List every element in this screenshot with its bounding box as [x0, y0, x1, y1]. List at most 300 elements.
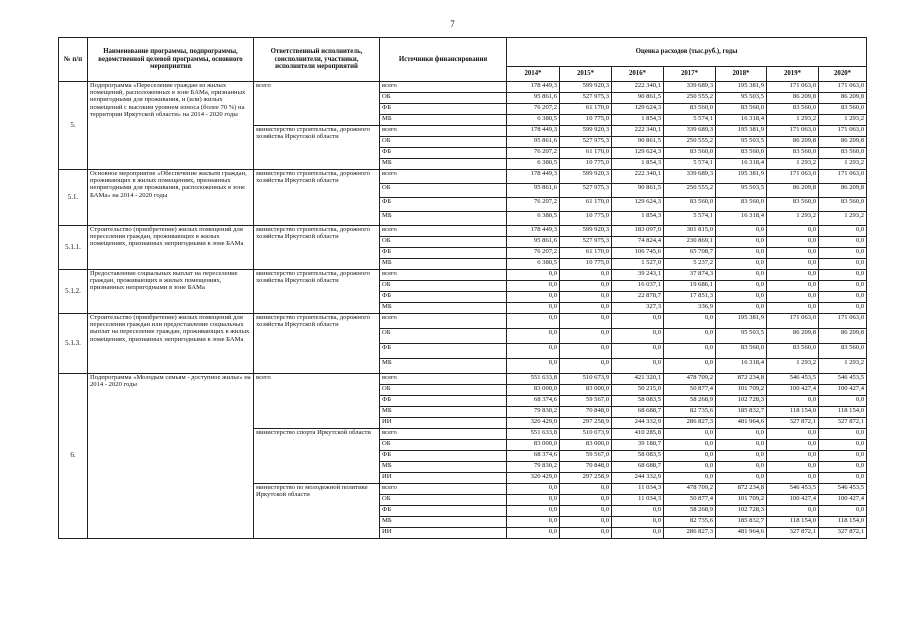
- cost-value: 0,0: [819, 451, 867, 462]
- cost-value: 297 258,9: [560, 473, 612, 484]
- cost-value: 195 381,9: [716, 170, 767, 184]
- cost-value: 1 854,3: [612, 159, 664, 170]
- cost-value: 79 830,2: [507, 462, 560, 473]
- cost-value: 327,3: [612, 303, 664, 314]
- funding-source: ОБ: [380, 281, 507, 292]
- cost-value: 0,0: [664, 429, 716, 440]
- cost-value: 0,0: [612, 314, 664, 329]
- header-source: Источники финансирования: [380, 38, 507, 82]
- cost-value: 0,0: [560, 292, 612, 303]
- cost-value: 0,0: [560, 329, 612, 344]
- cost-value: 86 209,8: [767, 93, 819, 104]
- funding-source: ОБ: [380, 137, 507, 148]
- cost-value: 171 063,0: [767, 82, 819, 93]
- row-number: 6.: [59, 374, 88, 539]
- cost-value: 178 449,3: [507, 170, 560, 184]
- header-year: 2020*: [819, 67, 867, 82]
- cost-value: 102 728,3: [716, 396, 767, 407]
- cost-value: 178 449,3: [507, 126, 560, 137]
- cost-value: 0,0: [507, 292, 560, 303]
- cost-value: 1 293,2: [819, 212, 867, 226]
- cost-value: 16 318,4: [716, 359, 767, 374]
- cost-value: 286 827,3: [664, 418, 716, 429]
- cost-value: 106 745,6: [612, 248, 664, 259]
- cost-value: 10 775,0: [560, 115, 612, 126]
- cost-value: 0,0: [716, 440, 767, 451]
- funding-source: ФБ: [380, 292, 507, 303]
- cost-value: 83 560,0: [664, 198, 716, 212]
- cost-value: 83 000,0: [507, 440, 560, 451]
- cost-value: 1 854,3: [612, 212, 664, 226]
- cost-value: 510 673,9: [560, 374, 612, 385]
- cost-value: 527 975,3: [560, 93, 612, 104]
- cost-value: 82 735,6: [664, 407, 716, 418]
- cost-value: 0,0: [612, 344, 664, 359]
- cost-value: 19 686,1: [664, 281, 716, 292]
- funding-source: ОБ: [380, 237, 507, 248]
- cost-value: 86 209,8: [767, 184, 819, 198]
- funding-source: ФБ: [380, 506, 507, 517]
- cost-value: 339 689,3: [664, 170, 716, 184]
- cost-value: 83 560,0: [716, 104, 767, 115]
- cost-value: 61 170,0: [560, 198, 612, 212]
- cost-value: 0,0: [560, 303, 612, 314]
- cost-value: 16 318,4: [716, 212, 767, 226]
- funding-source: ОБ: [380, 440, 507, 451]
- cost-value: 510 673,9: [560, 429, 612, 440]
- table-row: [59, 270, 867, 281]
- cost-value: 50 877,4: [664, 385, 716, 396]
- responsible-executor: министерство строительства, дорожного хозяйства Иркутской области: [254, 314, 380, 374]
- cost-value: 59 567,0: [560, 396, 612, 407]
- cost-value: 0,0: [819, 473, 867, 484]
- cost-value: 0,0: [819, 270, 867, 281]
- cost-value: 421 320,1: [612, 374, 664, 385]
- cost-value: 16 318,4: [716, 115, 767, 126]
- cost-value: 0,0: [664, 359, 716, 374]
- cost-value: 0,0: [767, 226, 819, 237]
- cost-value: 95 503,5: [716, 329, 767, 344]
- cost-value: 481 964,6: [716, 418, 767, 429]
- header-costs: Оценка расходов (тыс.руб.), годы: [507, 38, 867, 67]
- cost-value: 83 560,0: [767, 198, 819, 212]
- cost-value: 250 555,2: [664, 93, 716, 104]
- cost-value: 0,0: [560, 517, 612, 528]
- cost-value: 0,0: [716, 270, 767, 281]
- cost-value: 171 063,0: [819, 170, 867, 184]
- header-year: 2014*: [507, 67, 560, 82]
- cost-value: 327 872,1: [819, 528, 867, 539]
- cost-value: 16 037,1: [612, 281, 664, 292]
- cost-value: 286 827,3: [664, 528, 716, 539]
- cost-value: 599 920,3: [560, 82, 612, 93]
- row-number: 5.1.: [59, 170, 88, 226]
- program-name: Строительство (приобретение) жилых помещений для переселения граждан или предоставление социальных выплат на переселение граждан, проживающих в жилых помещениях, признанных непригодными в зоне БАМа: [88, 314, 254, 374]
- cost-value: 58 268,9: [664, 506, 716, 517]
- cost-value: 527 975,3: [560, 184, 612, 198]
- cost-value: 83 560,0: [767, 104, 819, 115]
- cost-value: 0,0: [767, 396, 819, 407]
- cost-value: 0,0: [716, 303, 767, 314]
- header-year: 2016*: [612, 67, 664, 82]
- cost-value: 0,0: [716, 451, 767, 462]
- funding-source: МБ: [380, 259, 507, 270]
- cost-value: 10 775,0: [560, 212, 612, 226]
- cost-value: 0,0: [507, 506, 560, 517]
- cost-value: 76 207,2: [507, 198, 560, 212]
- cost-value: 0,0: [819, 396, 867, 407]
- cost-value: 527 975,3: [560, 137, 612, 148]
- cost-value: 0,0: [819, 237, 867, 248]
- funding-source: ФБ: [380, 344, 507, 359]
- cost-value: 0,0: [507, 344, 560, 359]
- cost-value: 327 872,1: [767, 528, 819, 539]
- cost-value: 70 848,0: [560, 407, 612, 418]
- cost-value: 1 854,3: [612, 115, 664, 126]
- cost-value: 83 560,0: [664, 104, 716, 115]
- cost-value: 0,0: [507, 495, 560, 506]
- cost-value: 82 735,6: [664, 517, 716, 528]
- cost-value: 95 503,5: [716, 93, 767, 104]
- cost-value: 478 709,2: [664, 374, 716, 385]
- cost-value: 0,0: [767, 429, 819, 440]
- responsible-executor: министерство строительства, дорожного хозяйства Иркутской области: [254, 270, 380, 314]
- cost-value: 83 560,0: [819, 344, 867, 359]
- cost-value: 86 209,8: [767, 137, 819, 148]
- cost-value: 86 209,8: [767, 329, 819, 344]
- cost-value: 0,0: [767, 237, 819, 248]
- cost-value: 0,0: [767, 270, 819, 281]
- cost-value: 244 332,9: [612, 473, 664, 484]
- cost-value: 1 293,2: [767, 159, 819, 170]
- cost-value: 0,0: [767, 292, 819, 303]
- cost-value: 0,0: [560, 495, 612, 506]
- cost-value: 0,0: [767, 440, 819, 451]
- header-year: 2018*: [716, 67, 767, 82]
- cost-value: 599 920,3: [560, 126, 612, 137]
- cost-value: 327 872,1: [767, 418, 819, 429]
- cost-value: 178 449,3: [507, 226, 560, 237]
- cost-value: 5 574,1: [664, 115, 716, 126]
- cost-value: 100 427,4: [767, 385, 819, 396]
- cost-value: 10 775,0: [560, 159, 612, 170]
- cost-value: 599 920,3: [560, 226, 612, 237]
- cost-value: 83 560,0: [664, 148, 716, 159]
- cost-value: 0,0: [819, 248, 867, 259]
- cost-value: 546 453,5: [819, 374, 867, 385]
- cost-value: 70 848,0: [560, 462, 612, 473]
- responsible-executor: министерство спорта Иркутской области: [254, 429, 380, 484]
- cost-value: 10 775,0: [560, 259, 612, 270]
- cost-value: 83 560,0: [716, 344, 767, 359]
- funding-source: всего: [380, 170, 507, 184]
- program-name: Подпрограмма «Переселение граждан из жилых помещений, расположенных в зоне БАМа, признанных непригодными для проживания, и (или) жилых помещений с высоким уровнем износа (более 70 %) на территории Иркутской области» на 2014 - 2020 годы: [88, 82, 254, 170]
- cost-value: 339 689,3: [664, 82, 716, 93]
- cost-value: 83 560,0: [716, 148, 767, 159]
- cost-value: 0,0: [507, 281, 560, 292]
- cost-value: 118 154,0: [767, 517, 819, 528]
- cost-value: 129 624,3: [612, 148, 664, 159]
- cost-value: 0,0: [716, 226, 767, 237]
- cost-value: 0,0: [560, 359, 612, 374]
- cost-value: 86 209,8: [819, 329, 867, 344]
- cost-value: 0,0: [716, 281, 767, 292]
- cost-value: 90 861,5: [612, 93, 664, 104]
- cost-value: 39 180,7: [612, 440, 664, 451]
- cost-value: 0,0: [664, 344, 716, 359]
- responsible-executor: министерство по молодежной политике Иркутской области: [254, 484, 380, 539]
- cost-value: 0,0: [767, 303, 819, 314]
- cost-value: 65 708,7: [664, 248, 716, 259]
- cost-value: 76 207,2: [507, 104, 560, 115]
- cost-value: 79 830,2: [507, 407, 560, 418]
- funding-source: ФБ: [380, 104, 507, 115]
- funding-source: ФБ: [380, 198, 507, 212]
- funding-source: ФБ: [380, 396, 507, 407]
- cost-value: 90 861,5: [612, 137, 664, 148]
- funding-source: всего: [380, 314, 507, 329]
- cost-value: 185 832,7: [716, 517, 767, 528]
- cost-value: 16 318,4: [716, 159, 767, 170]
- cost-value: 86 209,8: [819, 93, 867, 104]
- cost-value: 527 975,3: [560, 237, 612, 248]
- cost-value: 74 824,4: [612, 237, 664, 248]
- cost-value: 195 381,9: [716, 82, 767, 93]
- cost-value: 83 000,0: [560, 440, 612, 451]
- cost-value: 6 380,5: [507, 115, 560, 126]
- funding-source: ОБ: [380, 495, 507, 506]
- cost-value: 297 258,9: [560, 418, 612, 429]
- funding-source: всего: [380, 484, 507, 495]
- cost-value: 1 293,2: [819, 159, 867, 170]
- cost-value: 0,0: [507, 329, 560, 344]
- cost-value: 222 340,1: [612, 126, 664, 137]
- cost-value: 5 574,1: [664, 159, 716, 170]
- table-row: [59, 226, 867, 237]
- cost-value: 0,0: [612, 329, 664, 344]
- cost-value: 0,0: [767, 259, 819, 270]
- cost-value: 551 633,8: [507, 374, 560, 385]
- cost-value: 320 429,0: [507, 418, 560, 429]
- funding-source: МБ: [380, 159, 507, 170]
- cost-value: 61 170,0: [560, 248, 612, 259]
- cost-value: 320 429,0: [507, 473, 560, 484]
- cost-value: 478 709,2: [664, 484, 716, 495]
- cost-value: 61 170,0: [560, 148, 612, 159]
- cost-value: 872 234,8: [716, 484, 767, 495]
- responsible-executor: министерство строительства, дорожного хозяйства Иркутской области: [254, 126, 380, 170]
- row-number: 5.1.2.: [59, 270, 88, 314]
- cost-value: 339 689,3: [664, 126, 716, 137]
- funding-source: ИИ: [380, 418, 507, 429]
- cost-value: 546 453,5: [819, 484, 867, 495]
- cost-value: 0,0: [560, 344, 612, 359]
- cost-value: 0,0: [560, 506, 612, 517]
- header-year: 2017*: [664, 67, 716, 82]
- funding-source: МБ: [380, 462, 507, 473]
- cost-value: 183 097,0: [612, 226, 664, 237]
- table-row: [59, 82, 867, 93]
- cost-value: 0,0: [767, 281, 819, 292]
- responsible-executor: министерство строительства, дорожного хозяйства Иркутской области: [254, 226, 380, 270]
- funding-source: ИИ: [380, 528, 507, 539]
- budget-table: [58, 37, 867, 539]
- cost-value: 95 503,5: [716, 137, 767, 148]
- table-row: [59, 374, 867, 385]
- cost-value: 0,0: [716, 429, 767, 440]
- funding-source: ФБ: [380, 248, 507, 259]
- cost-value: 100 427,4: [819, 495, 867, 506]
- cost-value: 50 215,0: [612, 385, 664, 396]
- cost-value: 171 063,0: [767, 126, 819, 137]
- cost-value: 171 063,0: [767, 314, 819, 329]
- cost-value: 230 869,1: [664, 237, 716, 248]
- cost-value: 83 000,0: [507, 385, 560, 396]
- cost-value: 0,0: [560, 270, 612, 281]
- cost-value: 178 449,3: [507, 82, 560, 93]
- cost-value: 410 285,8: [612, 429, 664, 440]
- cost-value: 17 851,3: [664, 292, 716, 303]
- cost-value: 0,0: [664, 462, 716, 473]
- page-number: 7: [450, 19, 455, 29]
- cost-value: 0,0: [767, 506, 819, 517]
- cost-value: 11 034,3: [612, 484, 664, 495]
- cost-value: 0,0: [560, 314, 612, 329]
- cost-value: 0,0: [507, 484, 560, 495]
- cost-value: 129 624,3: [612, 198, 664, 212]
- cost-value: 0,0: [612, 506, 664, 517]
- cost-value: 0,0: [716, 237, 767, 248]
- table-header: [59, 38, 867, 82]
- cost-value: 102 728,3: [716, 506, 767, 517]
- funding-source: МБ: [380, 303, 507, 314]
- table-row: [59, 170, 867, 184]
- cost-value: 6 380,5: [507, 159, 560, 170]
- funding-source: всего: [380, 126, 507, 137]
- cost-value: 95 861,6: [507, 237, 560, 248]
- funding-source: ОБ: [380, 184, 507, 198]
- cost-value: 58 083,5: [612, 396, 664, 407]
- cost-value: 0,0: [664, 451, 716, 462]
- cost-value: 0,0: [767, 248, 819, 259]
- funding-source: всего: [380, 429, 507, 440]
- cost-value: 546 453,5: [767, 484, 819, 495]
- cost-value: 83 000,0: [560, 385, 612, 396]
- cost-value: 171 063,0: [767, 170, 819, 184]
- cost-value: 0,0: [819, 506, 867, 517]
- cost-value: 171 063,0: [819, 126, 867, 137]
- cost-value: 0,0: [664, 329, 716, 344]
- cost-value: 11 034,3: [612, 495, 664, 506]
- cost-value: 0,0: [560, 528, 612, 539]
- cost-value: 100 427,4: [767, 495, 819, 506]
- cost-value: 95 861,6: [507, 93, 560, 104]
- cost-value: 76 207,2: [507, 248, 560, 259]
- row-number: 5.: [59, 82, 88, 170]
- responsible-executor: министерство строительства, дорожного хозяйства Иркутской области: [254, 170, 380, 226]
- cost-value: 0,0: [716, 259, 767, 270]
- header-year: 2019*: [767, 67, 819, 82]
- cost-value: 0,0: [507, 303, 560, 314]
- cost-value: 0,0: [507, 270, 560, 281]
- funding-source: МБ: [380, 407, 507, 418]
- cost-value: 1 293,2: [767, 115, 819, 126]
- cost-value: 244 332,9: [612, 418, 664, 429]
- cost-value: 76 207,2: [507, 148, 560, 159]
- cost-value: 5 574,1: [664, 212, 716, 226]
- header-name: Наименование программы, подпрограммы, ведомственной целевой программы, основного мероприятия: [88, 38, 254, 82]
- funding-source: МБ: [380, 115, 507, 126]
- program-name: Предоставление социальных выплат на переселение граждан, проживающих в жилых помещениях, признанных непригодными в зоне БАМа: [88, 270, 254, 314]
- funding-source: всего: [380, 82, 507, 93]
- cost-value: 195 381,9: [716, 314, 767, 329]
- cost-value: 0,0: [664, 440, 716, 451]
- cost-value: 129 624,3: [612, 104, 664, 115]
- cost-value: 301 815,0: [664, 226, 716, 237]
- funding-source: ОБ: [380, 329, 507, 344]
- cost-value: 58 083,5: [612, 451, 664, 462]
- header-responsible: Ответственный исполнитель, соисполнители, участники, исполнители мероприятий: [254, 38, 380, 82]
- cost-value: 599 920,3: [560, 170, 612, 184]
- responsible-executor: всего: [254, 374, 380, 429]
- cost-value: 336,9: [664, 303, 716, 314]
- cost-value: 0,0: [612, 359, 664, 374]
- cost-value: 0,0: [819, 440, 867, 451]
- cost-value: 6 380,5: [507, 212, 560, 226]
- cost-value: 0,0: [612, 517, 664, 528]
- cost-value: 0,0: [560, 484, 612, 495]
- cost-value: 61 170,0: [560, 104, 612, 115]
- cost-value: 0,0: [819, 226, 867, 237]
- cost-value: 0,0: [664, 473, 716, 484]
- cost-value: 0,0: [819, 462, 867, 473]
- cost-value: 1 293,2: [819, 115, 867, 126]
- funding-source: ОБ: [380, 385, 507, 396]
- table-row: [59, 314, 867, 329]
- cost-value: 95 861,6: [507, 137, 560, 148]
- cost-value: 0,0: [716, 248, 767, 259]
- row-number: 5.1.1.: [59, 226, 88, 270]
- cost-value: 68 688,7: [612, 407, 664, 418]
- cost-value: 222 340,1: [612, 82, 664, 93]
- cost-value: 0,0: [664, 314, 716, 329]
- cost-value: 250 555,2: [664, 184, 716, 198]
- cost-value: 0,0: [560, 281, 612, 292]
- cost-value: 90 861,5: [612, 184, 664, 198]
- cost-value: 86 209,8: [819, 184, 867, 198]
- funding-source: ОБ: [380, 93, 507, 104]
- cost-value: 481 964,6: [716, 528, 767, 539]
- program-name: Подпрограмма «Молодым семьям - доступное жилье» на 2014 - 2020 годы: [88, 374, 254, 539]
- cost-value: 195 381,9: [716, 126, 767, 137]
- cost-value: 0,0: [767, 462, 819, 473]
- cost-value: 58 268,9: [664, 396, 716, 407]
- funding-source: МБ: [380, 517, 507, 528]
- responsible-executor: всего: [254, 82, 380, 126]
- cost-value: 1 293,2: [767, 212, 819, 226]
- program-name: Строительство (приобретение) жилых помещений для переселения граждан, проживающих в жилых помещениях, признанных непригодными в зоне БАМа: [88, 226, 254, 270]
- cost-value: 83 560,0: [716, 198, 767, 212]
- cost-value: 100 427,4: [819, 385, 867, 396]
- cost-value: 1 293,2: [767, 359, 819, 374]
- cost-value: 222 340,1: [612, 170, 664, 184]
- header-no: № п/п: [59, 38, 88, 82]
- cost-value: 86 209,8: [819, 137, 867, 148]
- cost-value: 250 555,2: [664, 137, 716, 148]
- cost-value: 37 874,3: [664, 270, 716, 281]
- cost-value: 68 374,6: [507, 396, 560, 407]
- cost-value: 83 560,0: [819, 148, 867, 159]
